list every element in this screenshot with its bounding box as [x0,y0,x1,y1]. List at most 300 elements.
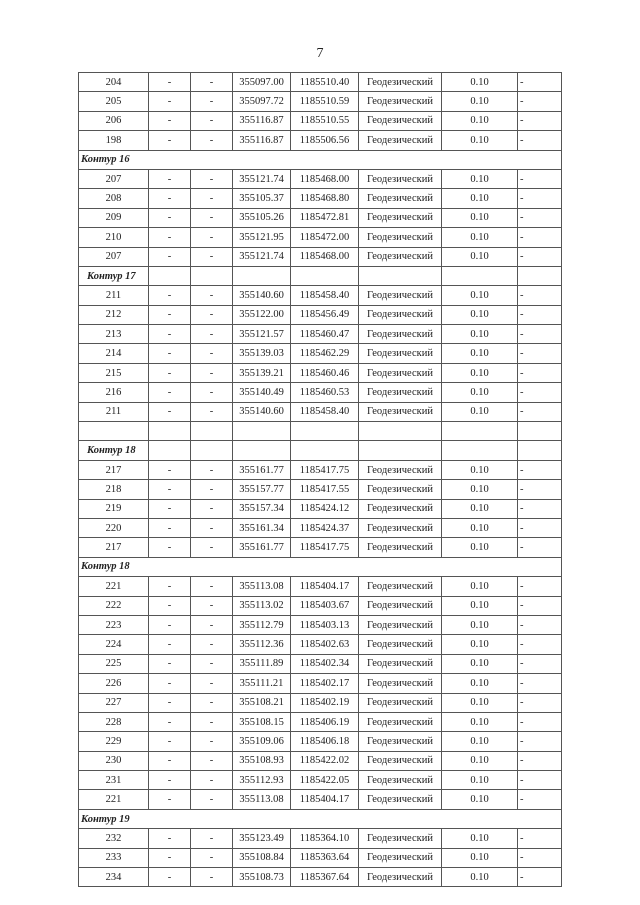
column-3-cell: - [191,751,233,770]
accuracy-cell: 0.10 [442,286,518,305]
empty-cell [518,266,562,285]
column-8-cell: - [518,654,562,673]
accuracy-cell: 0.10 [442,189,518,208]
accuracy-cell: 0.10 [442,228,518,247]
method-cell: Геодезический [359,829,442,848]
column-2-cell: - [149,693,191,712]
method-cell: Геодезический [359,848,442,867]
contour-label: Контур 19 [79,809,562,828]
column-3-cell: - [191,868,233,887]
empty-cell [442,441,518,460]
column-3-cell: - [191,615,233,634]
column-8-cell: - [518,480,562,499]
accuracy-cell: 0.10 [442,693,518,712]
table-row [79,615,562,634]
coord-x-cell: 355108.84 [233,848,291,867]
column-2-cell: - [149,247,191,266]
point-number-cell: 220 [79,518,149,537]
empty-cell [518,422,562,441]
empty-cell [191,441,233,460]
point-number-cell: 211 [79,402,149,421]
column-8-cell: - [518,848,562,867]
column-2-cell: - [149,518,191,537]
column-3-cell: - [191,189,233,208]
column-8-cell: - [518,169,562,188]
table-row [79,247,562,266]
method-cell: Геодезический [359,169,442,188]
column-2-cell: - [149,325,191,344]
coord-x-cell: 355161.34 [233,518,291,537]
coord-x-cell: 355105.37 [233,189,291,208]
coord-y-cell: 1185468.00 [291,247,359,266]
column-3-cell: - [191,131,233,150]
column-2-cell: - [149,674,191,693]
point-number-cell: 219 [79,499,149,518]
coord-y-cell: 1185460.53 [291,383,359,402]
coord-y-cell: 1185468.00 [291,169,359,188]
point-number-cell: 223 [79,615,149,634]
coord-y-cell: 1185472.00 [291,228,359,247]
empty-cell [291,266,359,285]
contour-header-row [79,557,562,576]
coord-x-cell: 355111.21 [233,674,291,693]
column-3-cell: - [191,208,233,227]
coord-y-cell: 1185402.19 [291,693,359,712]
coord-x-cell: 355116.87 [233,111,291,130]
empty-cell [79,422,149,441]
coord-x-cell: 355122.00 [233,305,291,324]
column-8-cell: - [518,499,562,518]
table-row [79,344,562,363]
coord-y-cell: 1185506.56 [291,131,359,150]
accuracy-cell: 0.10 [442,480,518,499]
table-row [79,635,562,654]
accuracy-cell: 0.10 [442,654,518,673]
column-3-cell: - [191,829,233,848]
column-2-cell: - [149,732,191,751]
coord-y-cell: 1185404.17 [291,790,359,809]
coord-x-cell: 355116.87 [233,131,291,150]
point-number-cell: 222 [79,596,149,615]
accuracy-cell: 0.10 [442,383,518,402]
coord-x-cell: 355113.08 [233,577,291,596]
column-2-cell: - [149,305,191,324]
method-cell: Геодезический [359,868,442,887]
coord-y-cell: 1185456.49 [291,305,359,324]
method-cell: Геодезический [359,402,442,421]
method-cell: Геодезический [359,577,442,596]
column-2-cell: - [149,286,191,305]
point-number-cell: 233 [79,848,149,867]
column-3-cell: - [191,538,233,557]
coord-x-cell: 355161.77 [233,460,291,479]
accuracy-cell: 0.10 [442,169,518,188]
contour-label: Контур 18 [79,441,149,460]
coord-x-cell: 355121.74 [233,169,291,188]
table-row [79,208,562,227]
table-row [79,228,562,247]
table-row [79,654,562,673]
table-row [79,305,562,324]
accuracy-cell: 0.10 [442,771,518,790]
column-3-cell: - [191,363,233,382]
column-3-cell: - [191,790,233,809]
table-row [79,518,562,537]
table-row [79,286,562,305]
column-3-cell: - [191,771,233,790]
accuracy-cell: 0.10 [442,868,518,887]
column-8-cell: - [518,208,562,227]
coord-x-cell: 355140.60 [233,286,291,305]
column-8-cell: - [518,247,562,266]
column-2-cell: - [149,111,191,130]
accuracy-cell: 0.10 [442,111,518,130]
table-row [79,169,562,188]
empty-cell [233,266,291,285]
contour-header-row [79,266,562,285]
column-3-cell: - [191,848,233,867]
accuracy-cell: 0.10 [442,538,518,557]
accuracy-cell: 0.10 [442,363,518,382]
column-8-cell: - [518,286,562,305]
point-number-cell: 232 [79,829,149,848]
method-cell: Геодезический [359,189,442,208]
column-2-cell: - [149,480,191,499]
coord-y-cell: 1185462.29 [291,344,359,363]
coord-y-cell: 1185510.55 [291,111,359,130]
empty-cell [359,422,442,441]
method-cell: Геодезический [359,596,442,615]
coord-y-cell: 1185406.19 [291,712,359,731]
coord-x-cell: 355139.21 [233,363,291,382]
coord-x-cell: 355123.49 [233,829,291,848]
column-3-cell: - [191,480,233,499]
table-row [79,92,562,111]
empty-cell [442,422,518,441]
point-number-cell: 216 [79,383,149,402]
column-2-cell: - [149,73,191,92]
accuracy-cell: 0.10 [442,305,518,324]
point-number-cell: 209 [79,208,149,227]
table-row [79,848,562,867]
table-row [79,383,562,402]
column-8-cell: - [518,73,562,92]
accuracy-cell: 0.10 [442,615,518,634]
column-8-cell: - [518,518,562,537]
point-number-cell: 208 [79,189,149,208]
column-8-cell: - [518,868,562,887]
empty-cell [518,441,562,460]
column-2-cell: - [149,771,191,790]
method-cell: Геодезический [359,538,442,557]
column-2-cell: - [149,868,191,887]
table-row [79,499,562,518]
column-8-cell: - [518,383,562,402]
column-2-cell: - [149,635,191,654]
method-cell: Геодезический [359,654,442,673]
coord-y-cell: 1185422.05 [291,771,359,790]
point-number-cell: 211 [79,286,149,305]
empty-cell [233,441,291,460]
empty-cell [191,422,233,441]
column-3-cell: - [191,383,233,402]
column-2-cell: - [149,829,191,848]
method-cell: Геодезический [359,73,442,92]
table-row [79,829,562,848]
table-row [79,771,562,790]
empty-cell [149,422,191,441]
coord-y-cell: 1185422.02 [291,751,359,770]
column-8-cell: - [518,615,562,634]
coord-y-cell: 1185424.37 [291,518,359,537]
column-3-cell: - [191,693,233,712]
point-number-cell: 228 [79,712,149,731]
coord-y-cell: 1185402.17 [291,674,359,693]
accuracy-cell: 0.10 [442,208,518,227]
point-number-cell: 229 [79,732,149,751]
column-2-cell: - [149,596,191,615]
coord-x-cell: 355157.77 [233,480,291,499]
column-3-cell: - [191,577,233,596]
table-row [79,674,562,693]
method-cell: Геодезический [359,305,442,324]
column-2-cell: - [149,848,191,867]
coord-x-cell: 355097.00 [233,73,291,92]
column-8-cell: - [518,693,562,712]
coord-x-cell: 355112.79 [233,615,291,634]
table-row [79,577,562,596]
coord-x-cell: 355108.15 [233,712,291,731]
column-8-cell: - [518,344,562,363]
coord-y-cell: 1185510.59 [291,92,359,111]
method-cell: Геодезический [359,208,442,227]
empty-cell [191,266,233,285]
coord-x-cell: 355140.49 [233,383,291,402]
table-row [79,751,562,770]
column-3-cell: - [191,518,233,537]
method-cell: Геодезический [359,790,442,809]
accuracy-cell: 0.10 [442,325,518,344]
coord-x-cell: 355121.74 [233,247,291,266]
column-2-cell: - [149,654,191,673]
point-number-cell: 212 [79,305,149,324]
column-3-cell: - [191,169,233,188]
coord-x-cell: 355161.77 [233,538,291,557]
method-cell: Геодезический [359,732,442,751]
column-3-cell: - [191,247,233,266]
coord-y-cell: 1185460.47 [291,325,359,344]
accuracy-cell: 0.10 [442,674,518,693]
contour-header-row [79,809,562,828]
column-3-cell: - [191,712,233,731]
coord-x-cell: 355112.93 [233,771,291,790]
method-cell: Геодезический [359,771,442,790]
table-row [79,111,562,130]
method-cell: Геодезический [359,363,442,382]
accuracy-cell: 0.10 [442,732,518,751]
coord-x-cell: 355109.06 [233,732,291,751]
table-row [79,596,562,615]
accuracy-cell: 0.10 [442,92,518,111]
point-number-cell: 224 [79,635,149,654]
column-2-cell: - [149,499,191,518]
method-cell: Геодезический [359,247,442,266]
empty-cell [359,441,442,460]
point-number-cell: 231 [79,771,149,790]
accuracy-cell: 0.10 [442,344,518,363]
table-row [79,402,562,421]
method-cell: Геодезический [359,518,442,537]
coord-x-cell: 355105.26 [233,208,291,227]
coord-y-cell: 1185363.64 [291,848,359,867]
accuracy-cell: 0.10 [442,402,518,421]
coord-y-cell: 1185510.40 [291,73,359,92]
table-row [79,325,562,344]
accuracy-cell: 0.10 [442,712,518,731]
coord-x-cell: 355121.95 [233,228,291,247]
column-8-cell: - [518,131,562,150]
column-2-cell: - [149,344,191,363]
column-8-cell: - [518,771,562,790]
coord-y-cell: 1185403.13 [291,615,359,634]
column-3-cell: - [191,732,233,751]
column-3-cell: - [191,674,233,693]
point-number-cell: 221 [79,577,149,596]
coord-x-cell: 355139.03 [233,344,291,363]
coord-y-cell: 1185403.67 [291,596,359,615]
coord-y-cell: 1185458.40 [291,402,359,421]
coord-y-cell: 1185402.34 [291,654,359,673]
column-8-cell: - [518,732,562,751]
column-3-cell: - [191,92,233,111]
column-2-cell: - [149,402,191,421]
page-number: 7 [316,46,324,61]
accuracy-cell: 0.10 [442,577,518,596]
table-row [79,73,562,92]
column-2-cell: - [149,363,191,382]
column-3-cell: - [191,111,233,130]
column-3-cell: - [191,228,233,247]
point-number-cell: 234 [79,868,149,887]
contour-header-row [79,441,562,460]
table-row [79,538,562,557]
accuracy-cell: 0.10 [442,635,518,654]
column-8-cell: - [518,577,562,596]
point-number-cell: 207 [79,247,149,266]
table-row [79,131,562,150]
column-8-cell: - [518,402,562,421]
column-2-cell: - [149,712,191,731]
coord-x-cell: 355111.89 [233,654,291,673]
column-2-cell: - [149,577,191,596]
coord-y-cell: 1185364.10 [291,829,359,848]
accuracy-cell: 0.10 [442,518,518,537]
column-3-cell: - [191,635,233,654]
column-3-cell: - [191,73,233,92]
method-cell: Геодезический [359,615,442,634]
column-8-cell: - [518,228,562,247]
accuracy-cell: 0.10 [442,499,518,518]
coord-y-cell: 1185402.63 [291,635,359,654]
table-row [79,460,562,479]
coord-y-cell: 1185406.18 [291,732,359,751]
accuracy-cell: 0.10 [442,73,518,92]
empty-cell [359,266,442,285]
column-8-cell: - [518,712,562,731]
column-2-cell: - [149,790,191,809]
column-2-cell: - [149,615,191,634]
coord-x-cell: 355140.60 [233,402,291,421]
method-cell: Геодезический [359,228,442,247]
empty-row [79,422,562,441]
column-2-cell: - [149,383,191,402]
coord-y-cell: 1185472.81 [291,208,359,227]
point-number-cell: 198 [79,131,149,150]
empty-cell [291,441,359,460]
method-cell: Геодезический [359,383,442,402]
coordinates-table [78,72,562,887]
accuracy-cell: 0.10 [442,751,518,770]
coord-y-cell: 1185417.75 [291,460,359,479]
accuracy-cell: 0.10 [442,460,518,479]
contour-label: Контур 16 [79,150,562,169]
method-cell: Геодезический [359,460,442,479]
coord-x-cell: 355113.08 [233,790,291,809]
table-row [79,712,562,731]
method-cell: Геодезический [359,751,442,770]
column-2-cell: - [149,131,191,150]
column-8-cell: - [518,92,562,111]
column-8-cell: - [518,363,562,382]
empty-cell [291,422,359,441]
coord-y-cell: 1185460.46 [291,363,359,382]
method-cell: Геодезический [359,674,442,693]
coord-x-cell: 355108.73 [233,868,291,887]
coord-x-cell: 355097.72 [233,92,291,111]
column-2-cell: - [149,751,191,770]
point-number-cell: 204 [79,73,149,92]
empty-cell [442,266,518,285]
table-row [79,693,562,712]
empty-cell [149,441,191,460]
point-number-cell: 217 [79,460,149,479]
column-3-cell: - [191,596,233,615]
point-number-cell: 205 [79,92,149,111]
column-2-cell: - [149,92,191,111]
column-8-cell: - [518,538,562,557]
column-2-cell: - [149,538,191,557]
column-3-cell: - [191,460,233,479]
accuracy-cell: 0.10 [442,131,518,150]
point-number-cell: 225 [79,654,149,673]
coord-x-cell: 355157.34 [233,499,291,518]
point-number-cell: 206 [79,111,149,130]
method-cell: Геодезический [359,635,442,654]
coord-x-cell: 355108.21 [233,693,291,712]
column-8-cell: - [518,305,562,324]
column-3-cell: - [191,499,233,518]
coord-y-cell: 1185417.75 [291,538,359,557]
point-number-cell: 226 [79,674,149,693]
table-row [79,868,562,887]
contour-header-row [79,150,562,169]
coord-y-cell: 1185367.64 [291,868,359,887]
column-3-cell: - [191,286,233,305]
column-3-cell: - [191,344,233,363]
column-3-cell: - [191,325,233,344]
method-cell: Геодезический [359,286,442,305]
column-2-cell: - [149,169,191,188]
